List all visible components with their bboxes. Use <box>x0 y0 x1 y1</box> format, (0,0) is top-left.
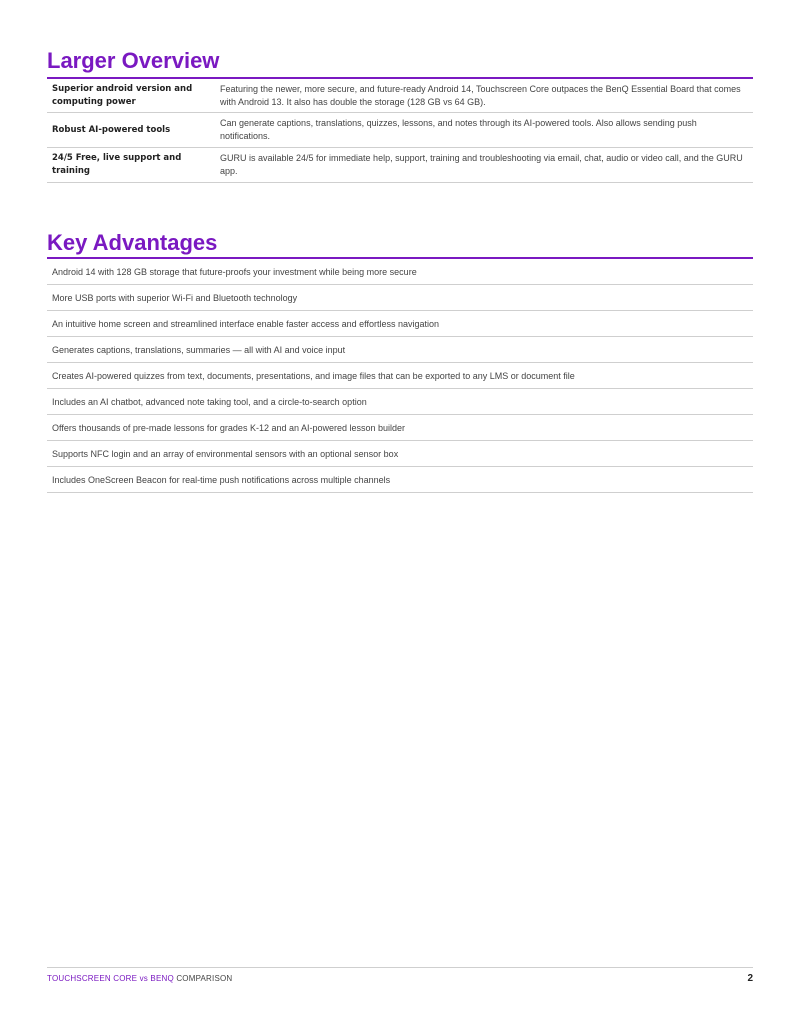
advantages-list <box>47 259 753 493</box>
list-item: Supports NFC login and an array of environmental sensors with an optional sensor box <box>47 441 753 467</box>
overview-title: Larger Overview <box>47 48 220 73</box>
row-description: Can generate captions, translations, quizzes, lessons, and notes through its AI-powered tools. Also allows sending push notifications. <box>220 113 753 148</box>
list-item: Includes an AI chatbot, advanced note taking tool, and a circle-to-search option <box>47 389 753 415</box>
row-description: Featuring the newer, more secure, and future-ready Android 14, Touchscreen Core outpaces the BenQ Essential Board that comes with Android 13. It also has double the storage (128 GB vs 64 GB). <box>220 79 753 113</box>
table-row <box>47 113 753 148</box>
row-label: Superior android version and computing power <box>47 79 220 113</box>
advantages-title: Key Advantages <box>47 230 218 255</box>
overview-table <box>47 79 753 183</box>
footer-brand: TOUCHSCREEN CORE vs BENQ <box>47 974 174 983</box>
row-description: GURU is available 24/5 for immediate help, support, training and troubleshooting via email, chat, audio or video call, and the GURU app. <box>220 148 753 183</box>
footer-suffix: COMPARISON <box>173 974 233 983</box>
row-label: Robust AI-powered tools <box>47 113 220 148</box>
list-item: An intuitive home screen and streamlined interface enable faster access and effortless navigation <box>47 311 753 337</box>
footer-label <box>47 974 232 983</box>
list-item: Includes OneScreen Beacon for real-time push notifications across multiple channels <box>47 467 753 493</box>
table-row <box>47 148 753 183</box>
footer-divider <box>47 967 753 968</box>
page-number: 2 <box>747 973 753 984</box>
list-item: Android 14 with 128 GB storage that future-proofs your investment while being more secure <box>47 259 753 285</box>
row-label: 24/5 Free, live support and training <box>47 148 220 183</box>
list-item: Creates AI-powered quizzes from text, documents, presentations, and image files that can be exported to any LMS or document file <box>47 363 753 389</box>
list-item: Generates captions, translations, summaries — all with AI and voice input <box>47 337 753 363</box>
list-item: More USB ports with superior Wi-Fi and Bluetooth technology <box>47 285 753 311</box>
list-item: Offers thousands of pre-made lessons for grades K-12 and an AI-powered lesson builder <box>47 415 753 441</box>
table-row <box>47 79 753 113</box>
